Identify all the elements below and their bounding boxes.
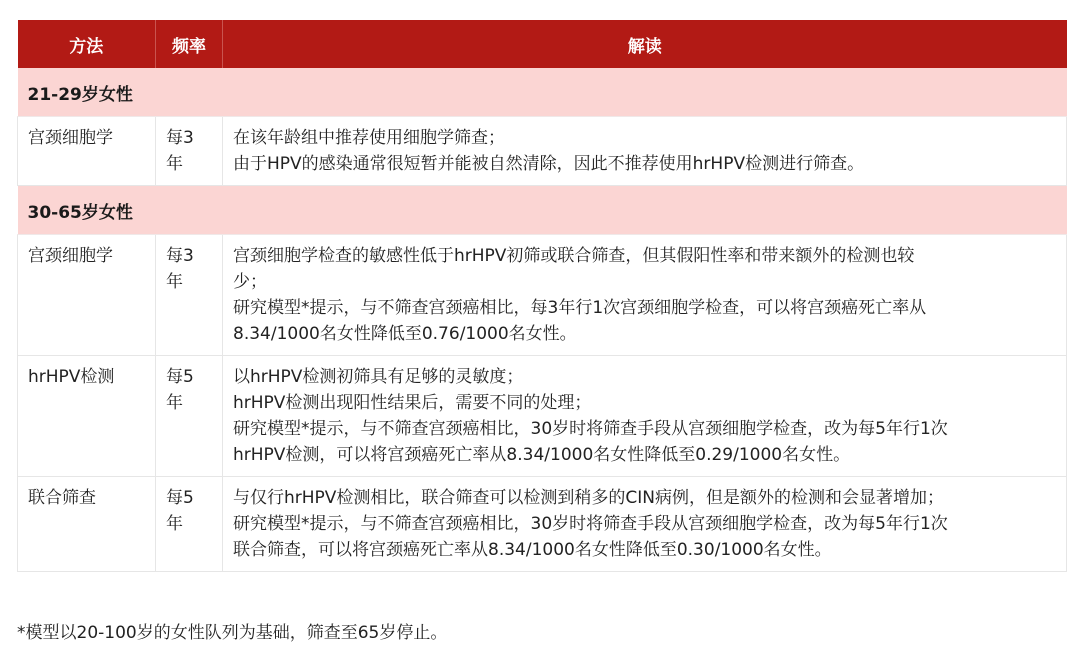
header-frequency: 频率 (156, 20, 223, 68)
screening-table (17, 20, 1067, 572)
section-title: 30-65岁女性 (18, 186, 1067, 235)
frequency-cell: 每5 年 (156, 477, 223, 572)
table-row (18, 477, 1067, 572)
section-row-21-29 (18, 68, 1067, 117)
header-interpretation: 解读 (223, 20, 1067, 68)
section-row-30-65 (18, 186, 1067, 235)
method-cell: 宫颈细胞学 (18, 117, 156, 186)
header-method: 方法 (18, 20, 156, 68)
frequency-cell: 每5 年 (156, 356, 223, 477)
interpretation-cell: 在该年龄组中推荐使用细胞学筛查； 由于HPV的感染通常很短暂并能被自然清除，因此不推荐使用hrHPV检测进行筛查。 (223, 117, 1067, 186)
frequency-cell: 每3 年 (156, 235, 223, 356)
method-cell: 宫颈细胞学 (18, 235, 156, 356)
header-row (18, 20, 1067, 68)
table-row (18, 117, 1067, 186)
interpretation-cell: 宫颈细胞学检查的敏感性低于hrHPV初筛或联合筛查，但其假阳性率和带来额外的检测也较 少； 研究模型*提示，与不筛查宫颈癌相比，每3年行1次宫颈细胞学检查，可以将宫颈癌死亡率从 8.34/1000名女性降低至0.76/1000名女性。 (223, 235, 1067, 356)
method-cell: hrHPV检测 (18, 356, 156, 477)
section-title: 21-29岁女性 (18, 68, 1067, 117)
table-row (18, 356, 1067, 477)
frequency-cell: 每3 年 (156, 117, 223, 186)
interpretation-cell: 以hrHPV检测初筛具有足够的灵敏度； hrHPV检测出现阳性结果后，需要不同的处理； 研究模型*提示，与不筛查宫颈癌相比，30岁时将筛查手段从宫颈细胞学检查，改为每5年行1次 hrHPV检测，可以将宫颈癌死亡率从8.34/1000名女性降低至0.29/1000名女性。 (223, 356, 1067, 477)
footnote: *模型以20-100岁的女性队列为基础，筛查至65岁停止。 (17, 623, 448, 643)
interpretation-cell: 与仅行hrHPV检测相比，联合筛查可以检测到稍多的CIN病例，但是额外的检测和会显著增加； 研究模型*提示，与不筛查宫颈癌相比，30岁时将筛查手段从宫颈细胞学检查，改为每5年行1次 联合筛查，可以将宫颈癌死亡率从8.34/1000名女性降低至0.30/1000名女性。 (223, 477, 1067, 572)
method-cell: 联合筛查 (18, 477, 156, 572)
table-row (18, 235, 1067, 356)
